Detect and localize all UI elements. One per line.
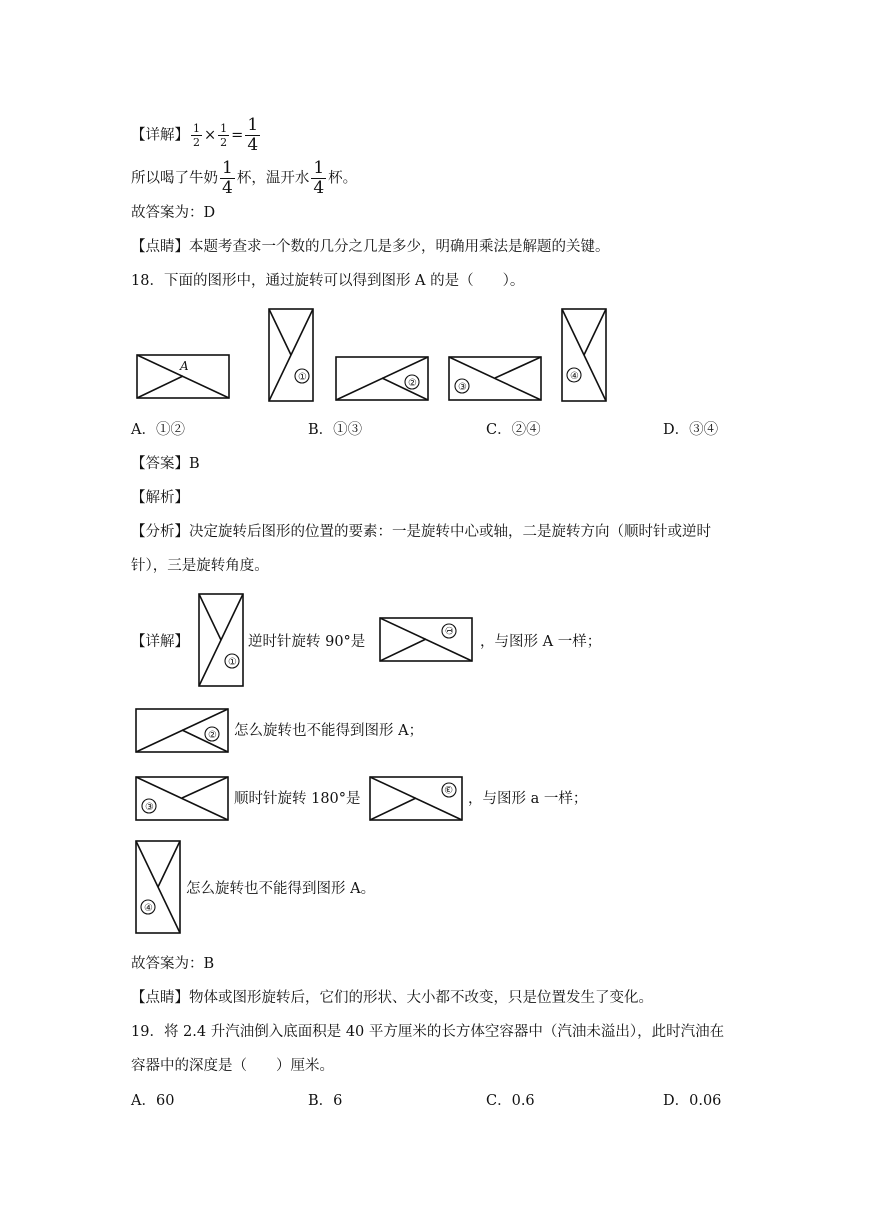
q18-detail-3-text: 顺时针旋转 180°是 — [234, 791, 361, 807]
equals-sign: = — [231, 127, 244, 144]
fraction: $\frac{1}{2}$ — [193, 122, 200, 149]
q18-option-a: A．①② — [131, 422, 185, 438]
q18-analysis-line2: 针），三是旋转角度。 — [131, 558, 269, 574]
q17-comment: 【点睛】本题考查求一个数的几分之几是多少，明确用乘法是解题的关键。 — [131, 239, 610, 255]
figure-a — [136, 354, 231, 400]
figure-3-line — [495, 357, 541, 378]
q18-analysis-title: 【解析】 — [131, 490, 189, 506]
times-sign: × — [204, 127, 217, 144]
text: 杯。 — [328, 170, 358, 187]
q18-answer: 【答案】B — [131, 456, 200, 472]
q18-option-c: C．②④ — [486, 422, 541, 438]
q18-final-answer: 故答案为：B — [131, 956, 215, 972]
detail-figure-1 — [198, 593, 245, 688]
label: ① — [228, 657, 237, 668]
q18-question: 18．下面的图形中，通过旋转可以得到图形 A 的是（ ）。 — [131, 273, 525, 289]
q18-option-d: D．③④ — [663, 422, 719, 438]
q18-option-b: B．①③ — [308, 422, 363, 438]
q17-answer: 故答案为：D — [131, 205, 216, 221]
figure-1-line — [269, 309, 291, 355]
figure-a-line — [137, 376, 183, 398]
q19-option-b: B．6 — [308, 1093, 343, 1109]
figure-1 — [268, 308, 315, 403]
q18-detail-2-text: 怎么旋转也不能得到图形 A； — [234, 723, 424, 739]
label: ① — [445, 626, 456, 635]
figure-4-line — [584, 309, 606, 355]
q18-detail-1-text: 逆时针旋转 90°是 — [248, 634, 366, 650]
q19-option-a: A．60 — [131, 1093, 175, 1109]
line — [158, 841, 180, 887]
figure-4-label: ④ — [570, 371, 579, 382]
fraction: $\frac{1}{2}$ — [220, 122, 228, 149]
text: 杯，温开水 — [236, 170, 310, 187]
q18-comment: 【点睛】物体或图形旋转后，它们的形状、大小都不改变，只是位置发生了变化。 — [131, 990, 653, 1006]
line — [182, 777, 228, 798]
figure-2 — [335, 356, 430, 402]
label: ④ — [144, 903, 153, 914]
q17-conclusion-line — [131, 160, 357, 197]
text: 所以喝了牛奶 — [131, 170, 218, 187]
fraction: $\frac{1}{4}$ — [222, 158, 233, 198]
label: ③ — [444, 783, 453, 794]
fraction: $\frac{1}{4}$ — [247, 115, 259, 155]
figure-a-label: A — [180, 359, 189, 373]
label: ② — [208, 730, 217, 741]
q18-detail-label: 【详解】 — [131, 634, 189, 650]
label: ③ — [145, 802, 154, 813]
figure-3-label: ③ — [458, 382, 467, 393]
q18-detail-3-end: ，与图形 a 一样； — [468, 791, 588, 807]
figure-2-label: ② — [408, 378, 417, 389]
q18-detail-4-text: 怎么旋转也不能得到图形 A。 — [186, 881, 376, 897]
q19-question-line2: 容器中的深度是（ ）厘米。 — [131, 1058, 334, 1074]
detail-figure-4 — [135, 840, 182, 935]
figure-4 — [561, 308, 608, 403]
fraction: $\frac{1}{4}$ — [313, 158, 325, 198]
q19-option-d: D．0.06 — [663, 1093, 722, 1109]
q17-detail-line — [131, 117, 262, 154]
figure-1-label: ① — [298, 372, 307, 383]
q19-question-line1: 19．将 2.4 升汽油倒入底面积是 40 平方厘米的长方体空容器中（汽油未溢出），此时汽油在 — [131, 1024, 725, 1040]
detail-label: 【详解】 — [131, 127, 189, 144]
q18-detail-1-end: ，与图形 A 一样； — [480, 634, 602, 650]
figure-3 — [448, 356, 543, 402]
q18-analysis-line1: 【分析】决定旋转后图形的位置的要素：一是旋转中心或轴，二是旋转方向（顺时针或逆时 — [131, 524, 711, 540]
q19-option-c: C．0.6 — [486, 1093, 535, 1109]
detail-figure-3 — [135, 776, 230, 822]
detail-rotated-3 — [369, 776, 464, 822]
line — [370, 798, 416, 820]
line — [199, 594, 221, 640]
line — [380, 639, 426, 661]
detail-rotated-1 — [379, 617, 474, 663]
detail-figure-2 — [135, 708, 230, 754]
